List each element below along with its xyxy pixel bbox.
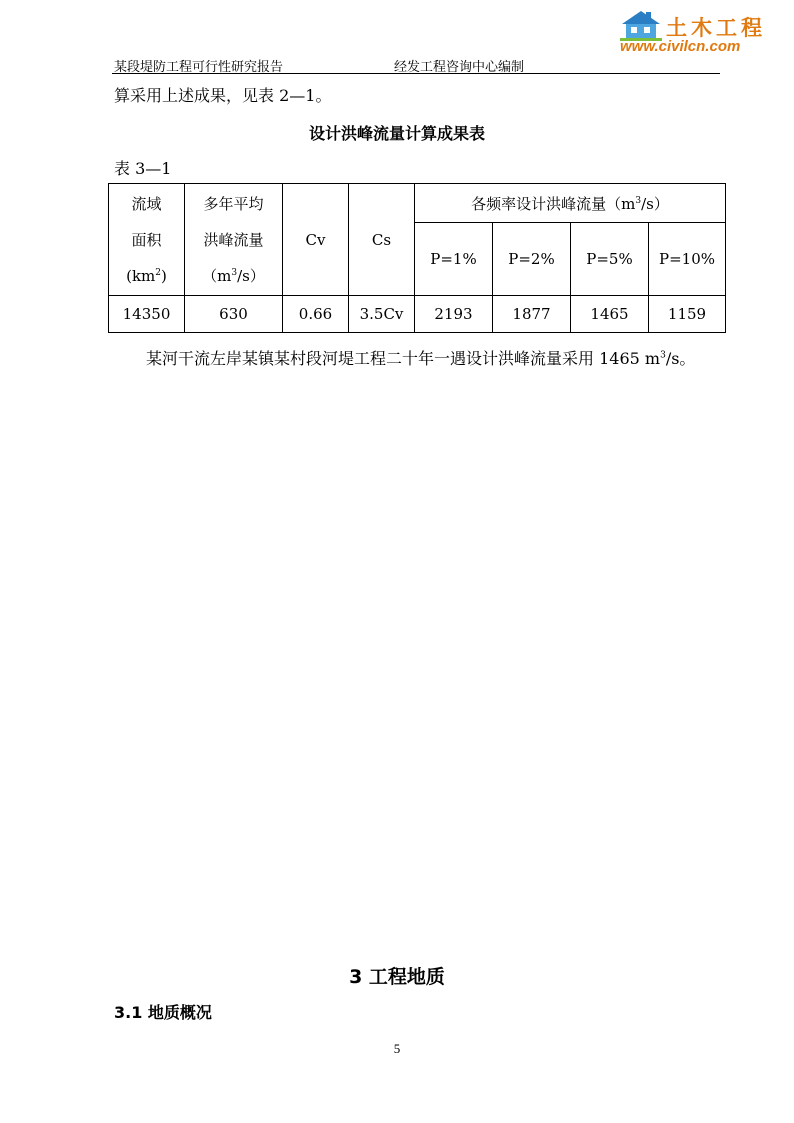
header-cell-p2: P=2%	[493, 223, 571, 296]
table-title: 设计洪峰流量计算成果表	[308, 124, 485, 143]
subsection-title: 3.1 地质概况	[114, 1003, 212, 1022]
cell-p1: 2193	[415, 296, 493, 333]
header-cell-p1: P=1%	[415, 223, 493, 296]
cell-p2: 1877	[493, 296, 571, 333]
header-area-line1: 流域	[131, 194, 162, 213]
site-logo[interactable]	[618, 6, 778, 58]
header-area-line3: $(km^2)$	[126, 266, 167, 285]
cell-mean-flow: 630	[185, 296, 283, 333]
header-cell-freq-group: 各频率设计洪峰流量$(m^3/s)$	[415, 184, 726, 223]
header-publisher: 经发工程咨询中心编制	[394, 59, 525, 74]
cell-cs: 3.5Cv	[349, 296, 415, 333]
header-cell-area	[109, 184, 185, 296]
cell-area: 14350	[109, 296, 185, 333]
cell-p5: 1465	[571, 296, 649, 333]
intro-text: 算采用上述成果，见表 2—1。	[114, 86, 332, 105]
cell-p10: 1159	[649, 296, 726, 333]
header-cell-cv: Cv	[283, 184, 349, 296]
header-mean-flow-line1: 多年平均	[203, 194, 264, 213]
section-title: 3 工程地质	[349, 966, 445, 988]
cell-cv: 0.66	[283, 296, 349, 333]
header-mean-flow-line2: 洪峰流量	[203, 230, 264, 249]
page-number: 5	[393, 1041, 401, 1056]
table-row	[109, 296, 726, 333]
logo-title: 土木工程	[666, 16, 766, 40]
header-cell-p10: P=10%	[649, 223, 726, 296]
header-report-title: 某段堤防工程可行性研究报告	[114, 59, 284, 74]
header-cell-cs: Cs	[349, 184, 415, 296]
header-area-line2: 面积	[131, 230, 162, 249]
logo-url: www.civilcn.com	[620, 38, 741, 55]
header-cell-p5: P=5%	[571, 223, 649, 296]
flood-table	[108, 183, 726, 333]
header-cell-mean-flow	[185, 184, 283, 296]
header-rule	[112, 73, 720, 74]
header-mean-flow-line3: $(m^3/s)$	[202, 266, 265, 285]
table-number: 表 3—1	[114, 159, 172, 178]
design-flow-paragraph: 某河干流左岸某镇某村段河堤工程二十年一遇设计洪峰流量采用 1465 $m^3/s$。	[146, 349, 696, 368]
